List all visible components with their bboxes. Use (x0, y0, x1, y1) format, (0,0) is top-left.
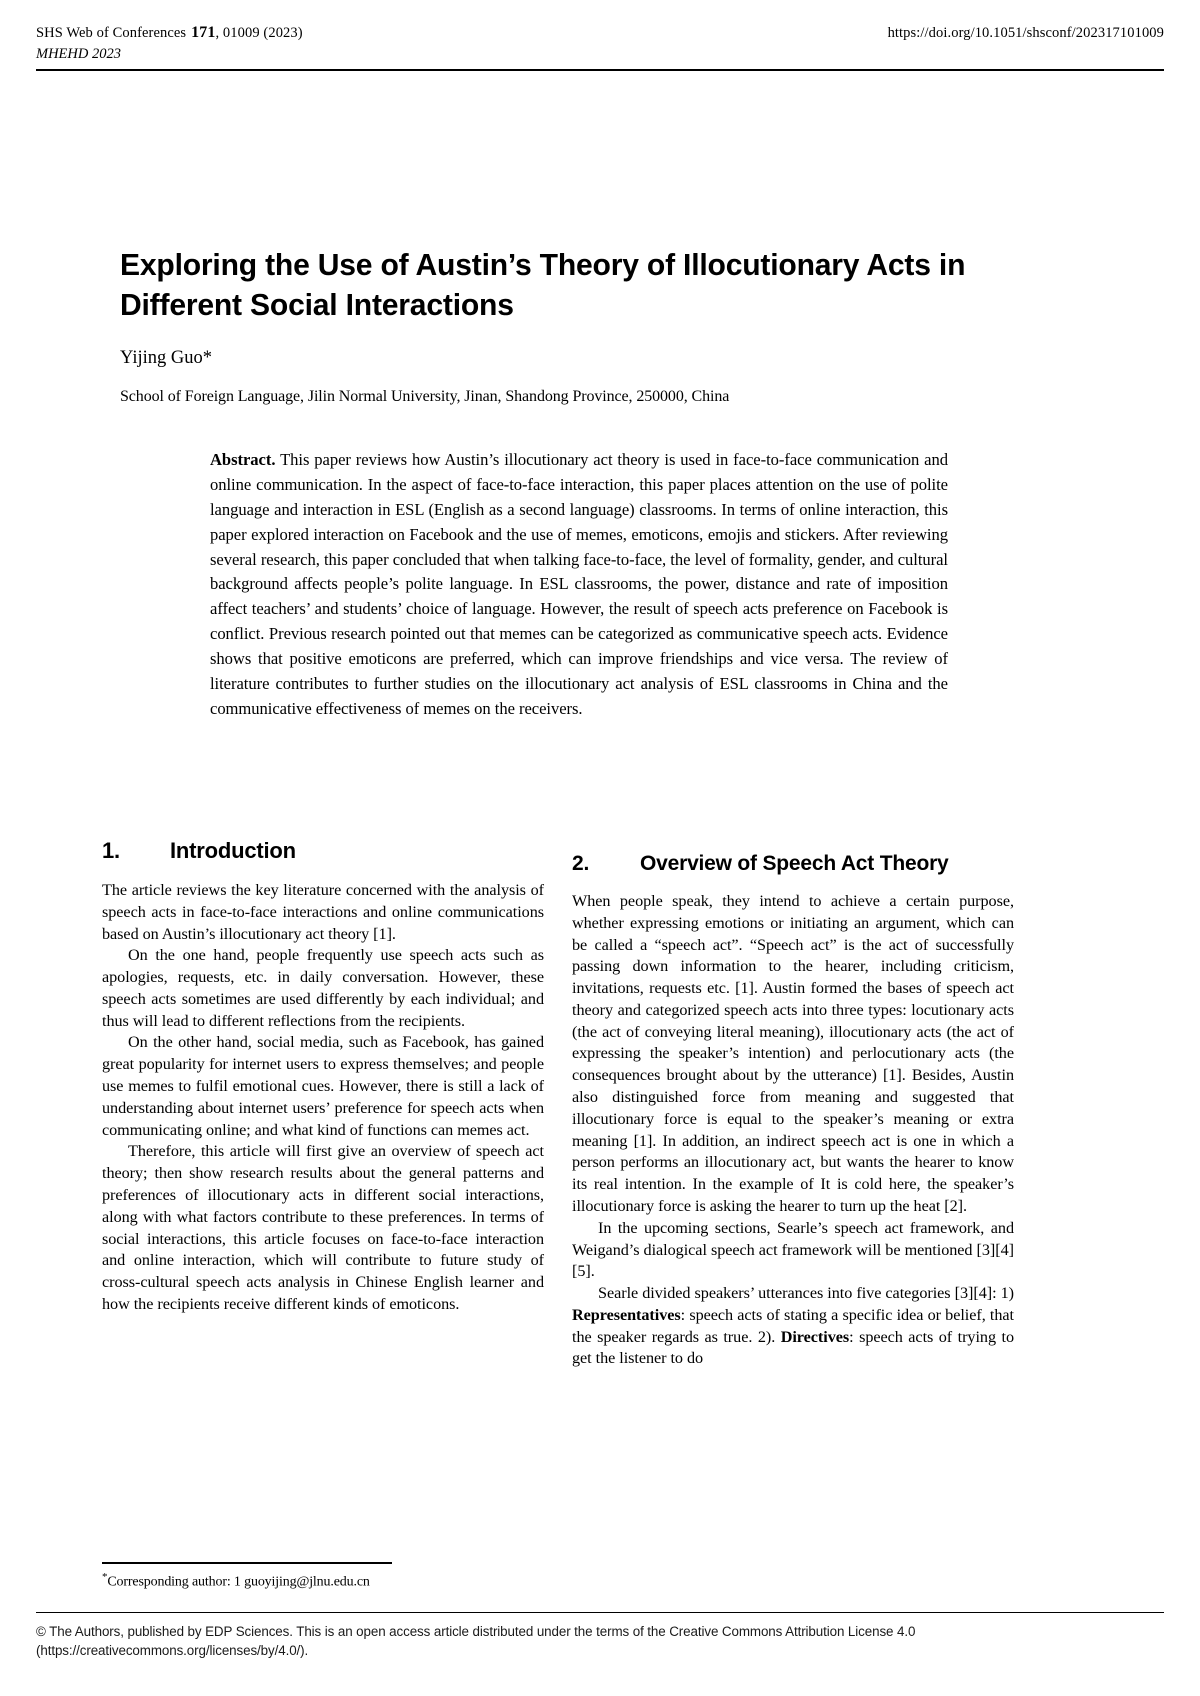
section-heading-overview (572, 852, 1014, 876)
page-title: Exploring the Use of Austin’s Theory of Illocutionary Acts in Different Social Interactions (120, 247, 966, 322)
author-name: Yijing Guo* (120, 348, 212, 368)
journal-name: SHS Web of Conferences (36, 25, 187, 41)
running-head (36, 24, 1164, 71)
paragraph: Therefore, this article will first give an overview of speech act theory; then show research results about the general patterns and preferences of illocutionary acts in different social interactions, along with what factors contribute to these preferences. In terms of social interactions, this article focuses on face-to-face interaction and online interaction, which will contribute to future study of cross-cultural speech acts analysis in Chinese English learner and how the recipients receive different kinds of emoticons. (102, 1142, 544, 1313)
paragraph: In the upcoming sections, Searle’s speech act framework, and Weigand’s dialogical speech act framework will be mentioned [3][4][5]. (572, 1218, 1014, 1281)
section-heading-introduction (102, 838, 544, 864)
abstract-label: Abstract. (210, 450, 276, 469)
conference-name: MHEHD 2023 (36, 46, 121, 62)
journal-volume: 171 (191, 24, 216, 41)
section-title: Introduction (170, 838, 296, 863)
paragraph-mid: : speech acts of stating a specific idea or belief, that the speaker regards as true. 2). (572, 1305, 1014, 1346)
paragraph-speech-act-categories (572, 1283, 1014, 1370)
header-divider (36, 69, 1164, 71)
page-footer (36, 1612, 1164, 1661)
term-representatives: Representatives (572, 1305, 681, 1324)
section-body-overview (572, 891, 1014, 1370)
footer-divider (36, 1612, 1164, 1613)
paragraph: When people speak, they intend to achieve a certain purpose, whether expressing emotions or initiating an argument, which can be called a “speech act”. “Speech act” is the act of successfully passing down information to the hearer, including criticism, invitations, requests etc. [1]. Austin formed the bases of speech act theory and categorized speech acts into three types: locutionary acts (the act of conveying literal meaning), illocutionary acts (the act of expressing the speaker’s intention) and perlocutionary acts (the consequences brought about by the utterance) [1]. Besides, Austin also distinguished force from meaning and suggested that illocutionary force is equal to the speaker’s meaning or extra meaning [1]. In addition, an indirect speech act is one in which a person performs an illocutionary act, but wants the hearer to know its real intention. In the example of It is cold here, the speaker’s illocutionary force is asking the hearer to turn up the heat [2]. (572, 892, 1014, 1215)
footnote-divider (102, 1562, 392, 1564)
doi-link[interactable]: https://doi.org/10.1051/shsconf/202317101009 (887, 25, 1164, 41)
journal-article-page: , 01009 (2023) (215, 25, 303, 41)
abstract-block (210, 448, 948, 722)
paragraph: On the one hand, people frequently use speech acts such as apologies, requests, etc. in daily conversation. However, these speech acts sometimes are used differently by each individual; and thus will lead to different reflections from the recipients. (102, 946, 544, 1030)
footnote-block (102, 1562, 542, 1591)
footnote-text[interactable]: Corresponding author: 1 guoyijing@jlnu.edu.cn (107, 1574, 370, 1590)
section-body-introduction (102, 880, 544, 1316)
term-directives: Directives (780, 1327, 850, 1346)
paragraph-tail: : speech acts of trying to get the listener to do (572, 1327, 1014, 1368)
copyright-license-text: © The Authors, published by EDP Sciences. This is an open access article distributed under the terms of the Creative Commons Attribution License 4.0 (https://creativecommons.org/licenses/by/4.0/). (36, 1624, 916, 1659)
section-number: 2. (572, 852, 590, 875)
paragraph: On the other hand, social media, such as Facebook, has gained great popularity for internet users to express themselves; and people use memes to fulfil emotional cues. However, there is still a lack of understanding about internet users’ preference for speech acts when communicating online; and what kind of functions can memes act. (102, 1033, 544, 1139)
column-left (102, 838, 544, 1316)
paragraph: The article reviews the key literature concerned with the analysis of speech acts in face-to-face interactions and online communications based on Austin’s illocutionary act theory [1]. (102, 881, 544, 943)
author-affiliation: School of Foreign Language, Jilin Normal University, Jinan, Shandong Province, 250000, China (120, 388, 730, 405)
running-head-row (36, 24, 1164, 42)
paragraph-lead: Searle divided speakers’ utterances into five categories [3][4]: 1) (598, 1284, 1014, 1303)
footnote-marker: * (102, 1571, 108, 1583)
corresponding-author-note (102, 1571, 542, 1591)
journal-reference (36, 24, 303, 42)
section-number: 1. (102, 838, 120, 863)
body-columns (102, 838, 1098, 1478)
section-title: Overview of Speech Act Theory (640, 852, 949, 875)
column-right (572, 838, 1014, 1370)
abstract-text: This paper reviews how Austin’s illocutionary act theory is used in face-to-face communication and online communication. In the aspect of face-to-face interaction, this paper places attention on the use of polite language and interaction in ESL (English as a second language) classrooms. In terms of online interaction, this paper explored interaction on Facebook and the use of memes, emoticons, emojis and stickers. After reviewing several research, this paper concluded that when talking face-to-face, the level of formality, gender, and cultural background affects people’s polite language. In ESL classrooms, the power, distance and rate of imposition affect teachers’ and students’ choice of language. However, the result of speech acts preference on Facebook is conflict. Previous research pointed out that memes can be categorized as communicative speech acts. Evidence shows that positive emoticons are preferred, which can improve friendships and vice versa. The review of literature contributes to further studies on the illocutionary act analysis of ESL classrooms in China and the communicative effectiveness of memes on the receivers. (210, 450, 948, 718)
